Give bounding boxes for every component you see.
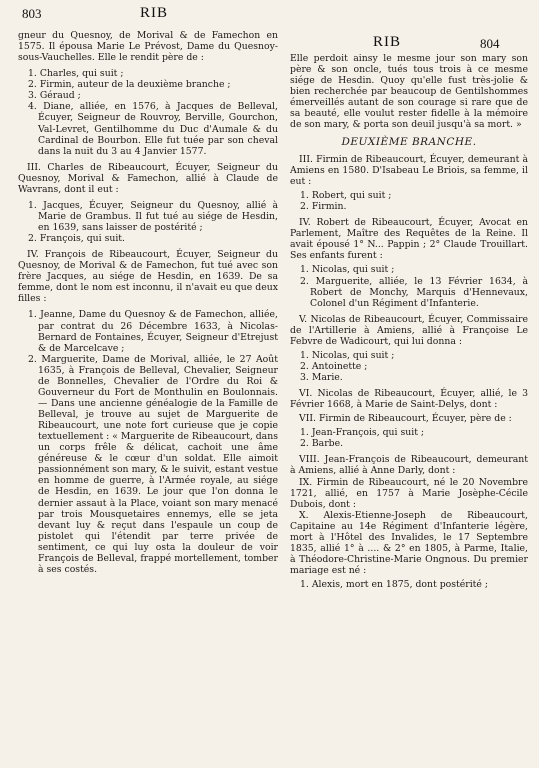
list-item: 2. Marguerite, alliée, le 13 Février 1634, à Robert de Monchy, Marquis d'Hennevaux, Colonel d'un Régiment d'Infanterie. [300,275,528,309]
quote-continuation: Elle perdoit ainsy le mesme jour son mary son père & son oncle, tués tous trois à ce mesme siége de Hesdin. Quoy qu'elle fust très-jolie & bien recherchée par beaucoup de Gentilshommes émerveillés autant de son courage si rare que de sa beauté, elle voulut rester fidelle à la mémoire de son mary, & porta son deuil jusqu'à sa mort. » [290,53,528,131]
children-list-4 [290,190,528,212]
children-list-5 [290,264,528,308]
list-item: 2. Firmin. [300,201,347,213]
list-item: 1. Charles, qui suit ; [28,68,124,80]
list-item: 4. Diane, alliée, en 1576, à Jacques de Belleval, Écuyer, Seigneur de Rouvroy, Berville, Gourchon, Val-Levret, Gentilhomme du Duc d'Aumale & du Cardinal de Bourbon. Elle fut tuée par son cheval dans la nuit du 3 au 4 Janvier 1577. [28,101,278,157]
branch-heading: DEUXIÈME BRANCHE. [341,136,477,149]
degree-viii-jean-francois: VIII. Jean-François de Ribeaucourt, demeurant à Amiens, allié à Anne Darly, dont : [290,454,528,477]
list-item: 3. Géraud ; [28,90,81,102]
list-item: 1. Jeanne, Dame du Quesnoy & de Famechon, alliée, par contrat du 26 Décembre 1633, à Nicolas-Bernard de Fontaines, Écuyer, Seigneur d'Etrejust & de Marcelcave ; [28,309,278,354]
list-item: 1. Robert, qui suit ; [300,190,392,202]
list-item: 1. Nicolas, qui suit ; [300,264,395,276]
list-item: 2. Antoinette ; [300,360,368,372]
degree-iv-robert: IV. Robert de Ribeaucourt, Écuyer, Avocat en Parlement, Maître des Requêtes de la Reine. Il avait épousé 1° N... Pappin ; 2° Claude Trouillart. Ses enfants furent : [290,217,528,262]
list-item: 1. Nicolas, qui suit ; [300,349,395,361]
list-item: 1. Jacques, Écuyer, Seigneur du Quesnoy, allié à Marie de Grambus. Il fut tué au siége de Hesdin, en 1639, sans laisser de postérité ; [28,199,278,233]
degree-ix-firmin: IX. Firmin de Ribeaucourt, né le 20 Novembre 1721, allié, en 1757 à Marie Josèphe-Cécile Dubois, dont : [290,476,528,510]
children-list-6 [290,350,528,383]
list-item: 3. Marie. [300,372,343,384]
list-item: 1. Alexis, mort en 1875, dont postérité ; [300,579,489,591]
degree-vii-firmin: VII. Firmin de Ribeaucourt, Écuyer, père de : [299,413,512,425]
left-page-number: 803 [22,6,42,21]
degree-iv-francois: IV. François de Ribeaucourt, Écuyer, Seigneur du Quesnoy, de Morival & de Famechon, fut tué avec son frère Jacques, au siége de Hesdin, en 1639. De sa femme, dont le nom est inconnu, il n'avait eu que deux filles : [18,249,278,305]
degree-iii-charles: III. Charles de Ribeaucourt, Écuyer, Seigneur du Quesnoy, Morival & Famechon, allié à Claude de Wavrans, dont il eut : [18,161,278,195]
left-column [18,30,278,575]
degree-iii-firmin: III. Firmin de Ribeaucourt, Écuyer, demeurant à Amiens en 1580. D'Isabeau Le Briois, sa femme, il eut : [290,153,528,188]
children-list-8 [290,579,528,590]
list-item: 2. François, qui suit. [28,233,125,245]
children-list-2 [18,200,278,244]
degree-vi-nicolas: VI. Nicolas de Ribeaucourt, Écuyer, allié, le 3 Février 1668, à Marie de Saint-Delys, dont : [290,388,528,411]
children-list-3 [18,309,278,575]
right-running-title: RIB [373,34,402,50]
right-page-number: 804 [480,36,500,51]
degree-v-nicolas: V. Nicolas de Ribeaucourt, Écuyer, Commissaire de l'Artillerie à Amiens, allié à Françoise Le Febvre de Wadicourt, qui lui donna : [290,313,528,347]
right-column [290,53,528,590]
degree-x-alexis: X. Alexis-Etienne-Joseph de Ribeaucourt, Capitaine au 14e Régiment d'Infanterie légère, mort à l'Hôtel des Invalides, le 17 Septembre 1835, allié 1° à .... & 2° en 1805, à Parme, Italie, à Théodore-Christine-Marie Ongnous. Du premier mariage est né : [290,509,528,577]
list-item: 1. Jean-François, qui suit ; [300,427,425,439]
children-list-1 [18,68,278,157]
list-item: 2. Barbe. [300,438,344,450]
children-list-7 [290,427,528,449]
left-running-title: RIB [140,5,169,21]
list-item: 2. Firmin, auteur de la deuxième branche ; [28,79,231,91]
left-intro: gneur du Quesnoy, de Morival & de Famechon en 1575. Il épousa Marie Le Prévost, Dame du Quesnoy-sous-Vauchelles. Elle le rendit père de : [18,30,278,64]
list-item: 2. Marguerite, Dame de Morival, alliée, le 27 Août 1635, à François de Belleval, Chevalier, Seigneur de Bonnelles, Chevalier de l'Ordre du Roi & Gouverneur du Fort de Monthulin en Boulonnais. — Dans une ancienne généalogie de la Famille de Belleval, je trouve au sujet de Marguerite de Ribeaucourt, une note fort curieuse que je copie textuellement : « Marguerite de Ribeaucourt, dans un corps frêle & délicat, cachoit une âme généreuse & le cœur d'un soldat. Elle aimoit passionnément son mary, & le suivit, estant vestue en homme de guerre, à l'Armée royale, au siége de Hesdin, en 1639. Le jour que l'on donna le dernier assaut à la Place, voiant son mary menacé par trois Mousquetaires ennemys, elle se jeta devant luy & reçut dans l'espaule un coup de pistolet qui l'étendit par terre privée de sentiment, ce qui luy osta la douleur de voir François de Belleval, frappé mortellement, tomber à ses costés. [28,353,278,575]
